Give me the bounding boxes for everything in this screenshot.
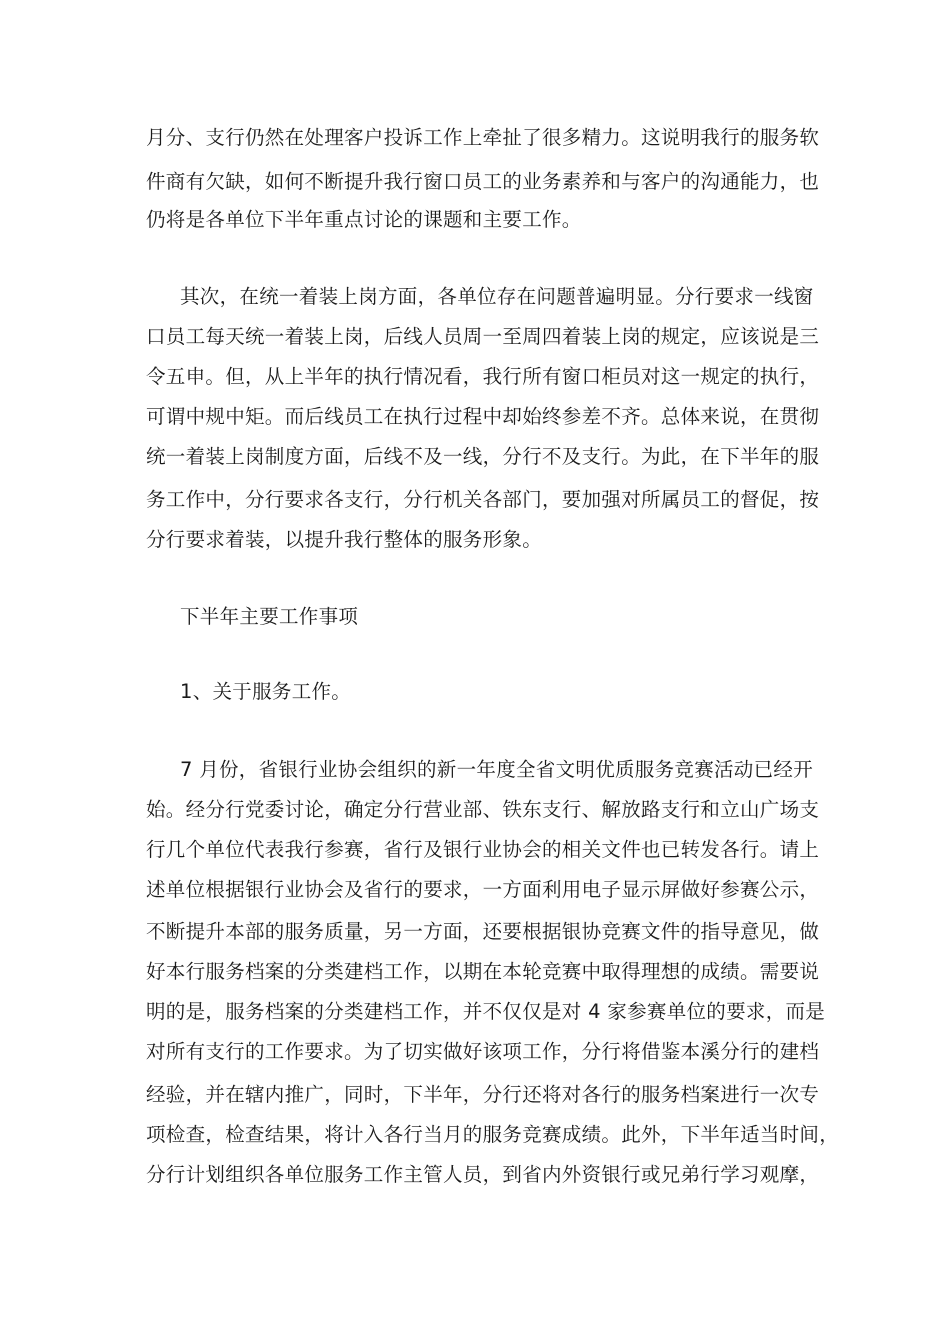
subsection-heading: 1、关于服务工作。 xyxy=(180,680,352,703)
paragraph-3-line-11: 分行计划组织各单位服务工作主管人员，到省内外资银行或兄弟行学习观摩， xyxy=(146,1163,820,1186)
paragraph-3-line-1: 7 月份，省银行业协会组织的新一年度全省文明优质服务竞赛活动已经开 xyxy=(180,758,814,781)
paragraph-2-line-1: 其次，在统一着装上岗方面，各单位存在问题普遍明显。分行要求一线窗 xyxy=(180,285,814,308)
paragraph-2-line-3: 令五申。但，从上半年的执行情况看，我行所有窗口柜员对这一规定的执行， xyxy=(146,365,820,388)
paragraph-3-line-10: 项检查，检查结果，将计入各行当月的服务竞赛成绩。此外，下半年适当时间， xyxy=(146,1123,840,1146)
paragraph-1-line-1: 月分、支行仍然在处理客户投诉工作上牵扯了很多精力。这说明我行的服务软 xyxy=(146,126,820,149)
paragraph-3-line-9: 经验，并在辖内推广，同时，下半年，分行还将对各行的服务档案进行一次专 xyxy=(146,1083,820,1106)
paragraph-3-line-2: 始。经分行党委讨论，确定分行营业部、铁东支行、解放路支行和立山广场支 xyxy=(146,798,820,821)
paragraph-2-line-2: 口员工每天统一着装上岗，后线人员周一至周四着装上岗的规定，应该说是三 xyxy=(146,325,820,348)
paragraph-3-line-5: 不断提升本部的服务质量，另一方面，还要根据银协竞赛文件的指导意见，做 xyxy=(146,920,820,943)
paragraph-1-line-3: 仍将是各单位下半年重点讨论的课题和主要工作。 xyxy=(146,208,582,231)
section-heading: 下半年主要工作事项 xyxy=(180,605,359,628)
paragraph-3-line-6: 好本行服务档案的分类建档工作，以期在本轮竞赛中取得理想的成绩。需要说 xyxy=(146,960,820,983)
paragraph-3-line-3: 行几个单位代表我行参赛，省行及银行业协会的相关文件也已转发各行。请上 xyxy=(146,838,820,861)
paragraph-3-line-8: 对所有支行的工作要求。为了切实做好该项工作，分行将借鉴本溪分行的建档 xyxy=(146,1040,820,1063)
paragraph-3-line-4: 述单位根据银行业协会及省行的要求，一方面利用电子显示屏做好参赛公示， xyxy=(146,878,820,901)
paragraph-3-line-7: 明的是，服务档案的分类建档工作，并不仅仅是对 4 家参赛单位的要求，而是 xyxy=(146,1000,826,1023)
paragraph-2-line-5: 统一着装上岗制度方面，后线不及一线，分行不及支行。为此，在下半年的服 xyxy=(146,445,820,468)
paragraph-2-line-4: 可谓中规中矩。而后线员工在执行过程中却始终参差不齐。总体来说，在贯彻 xyxy=(146,405,820,428)
paragraph-1-line-2: 件商有欠缺，如何不断提升我行窗口员工的业务素养和与客户的沟通能力，也 xyxy=(146,170,820,193)
paragraph-2-line-6: 务工作中，分行要求各支行，分行机关各部门，要加强对所属员工的督促，按 xyxy=(146,488,820,511)
paragraph-2-line-7: 分行要求着装，以提升我行整体的服务形象。 xyxy=(146,528,543,551)
